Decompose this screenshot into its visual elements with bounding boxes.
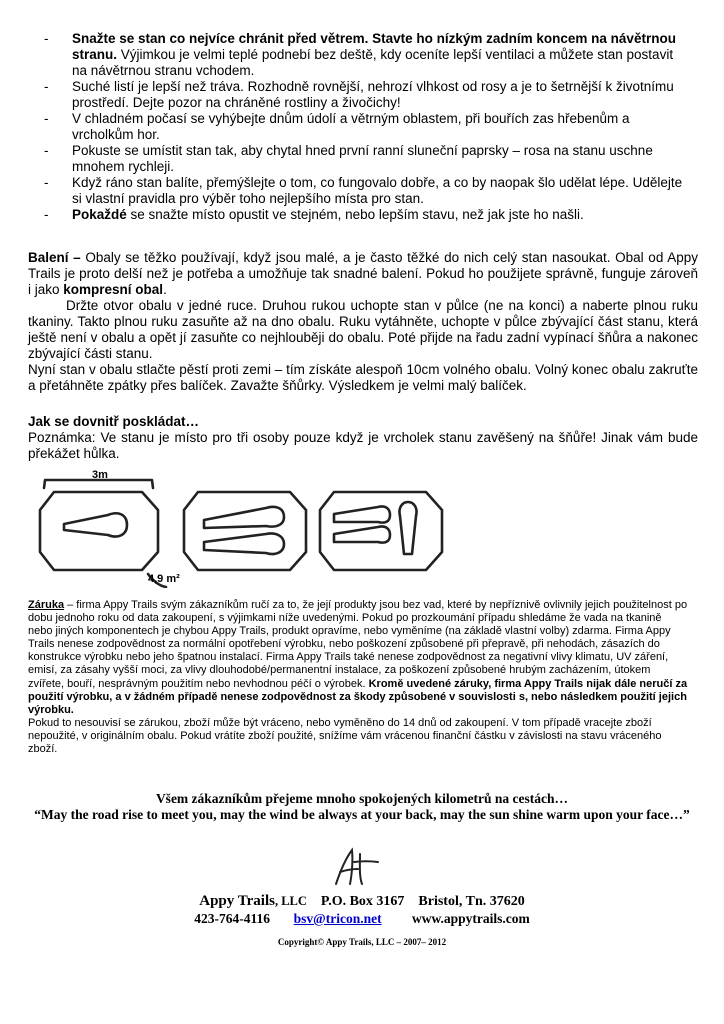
packing-paragraph-2: Držte otvor obalu v jedné ruce. Druhou rukou uchopte stan v půlce (ne na konci) a naberte plnou ruku tkaniny. Takto plnou ruku zasuňte až na dno obalu. Ruku vytáhněte, uchopte v půlce zbývající část stanu, která ještě není v obalu a opět jí zasuňte co nejhlouběji do obalu. Poté přijde na řadu zadní vypínací šňůra a nakonec zbývající části stanu. (28, 298, 698, 361)
returns-paragraph: Pokud to nesouvisí se zárukou, zboží může být vráceno, nebo vyměněno do 14 dnů od zakoupení. V tom případě vracejte zboží nepoužité, v originálním obalu. Pokud vrátíte zboží použité, snížíme vám vrácenou finanční částku v závislosti na stavu vráceného zboží. (28, 716, 662, 756)
width-label: 3m (92, 470, 108, 481)
tips-list (44, 31, 684, 223)
company-name: Appy Trails (199, 893, 275, 909)
tip-text: V chladném počasí se vyhýbejte dnům údolí a větrným oblastem, při bouřích zas hřebenům a vrcholkům hor. (72, 111, 630, 142)
tip-text: Suché listí je lepší než tráva. Rozhodně rovnější, nehrozí vlhkost od rosy a je to šetrnější k životnímu prostředí. Dejte pozor na chráněné rostliny a živočichy! (72, 79, 674, 110)
sleeping-figure-1 (64, 513, 127, 536)
copyright: Copyright© Appy Trails, LLC – 2007– 2012 (277, 937, 447, 947)
packing-heading: Balení – (28, 250, 81, 265)
tip-bold: Snažte se stan co nejvíce chránit před větrem. Stavte ho nízkým zadním koncem na návětrnou stranu. (72, 31, 676, 62)
tip-text: Když ráno stan balíte, přemýšlejte o tom, co fungovalo dobře, a co by naopak šlo udělat lépe. Udělejte si vlastní pravidla pro výběr toho nejlepšího místa pro stan. (72, 175, 683, 206)
packing-section (28, 250, 698, 394)
tip-item: - Pokuste se umístit stan tak, aby chytal hned první ranní sluneční paprsky – rosa na stanu uschne mnohem rychleji. (44, 143, 653, 174)
tent-layout-diagram (34, 470, 444, 588)
inside-heading: Jak se dovnitř poskládat… (28, 414, 200, 429)
packing-paragraph-3: Nyní stan v obalu stlačte pěstí proti zemi – tím získáte alespoň 10cm volného obalu. Volný konec obalu zakruťte a přetáhněte zpátky přes balíček. Zavažte šňůrky. Výsledkem je velmi malý balíček. (28, 362, 698, 393)
sleeping-figure-2b (204, 533, 284, 554)
tip-text: Výjimkou je velmi teplé podnebí bez deště, kdy oceníte lepší ventilaci a můžete stan postavit na návětrnou stranu vchodem. (72, 47, 674, 78)
width-dimension-line (44, 480, 153, 488)
phone-number: 423-764-4116 (194, 911, 271, 926)
irish-blessing-quote: “May the road rise to meet you, may the wind be always at your back, may the sun shine warm upon your face…” (34, 807, 690, 822)
tip-text: Pokuste se umístit stan tak, aby chytal hned první ranní sluneční paprsky – rosa na stanu uschne mnohem rychleji. (72, 143, 653, 174)
tip-item: - Suché listí je lepší než tráva. Rozhodně rovnější, nehrozí vlhkost od rosy a je to šetrnější k životnímu prostředí. Dejte pozor na chráněné rostliny a živočichy! (44, 79, 674, 110)
tip-item: - Když ráno stan balíte, přemýšlejte o tom, co fungovalo dobře, a co by naopak šlo udělat lépe. Udělejte si vlastní pravidla pro výběr toho nejlepšího místa pro stan. (44, 175, 683, 206)
tip-item: - Snažte se stan co nejvíce chránit před větrem. Stavte ho nízkým zadním koncem na návětrnou stranu. Výjimkou je velmi teplé podnebí bez deště, kdy oceníte lepší ventilaci a můžete stan postavit na návětrnou stranu vchodem. (44, 31, 676, 78)
tent-outline-3 (320, 492, 442, 570)
contact-line (0, 911, 724, 927)
packing-paragraph-1: Balení – Obaly se těžko používají, když jsou malé, a je často těžké do nich celý stan nasoukat. Obal od Appy Trails je proto delší než je potřeba a umožňuje tak snadné balení. Pokud ho použijete správně, funguje zároveň i jako kompresní obal. (28, 250, 698, 297)
customer-wish: Všem zákazníkům přejeme mnoho spokojených kilometrů na cestách… (155, 791, 569, 806)
tip-item: - V chladném počasí se vyhýbejte dnům údolí a větrným oblastem, při bouřích zas hřebenům a vrcholkům hor. (44, 111, 630, 142)
po-box: P.O. Box 3167 (320, 894, 405, 909)
sleeping-figure-3c (399, 502, 416, 554)
company-address-line: Appy Trails, LLC P.O. Box 3167 Bristol, Tn. 37620 (199, 893, 525, 909)
warranty-paragraph: Záruka – firma Appy Trails svým zákazníkům ručí za to, že její produkty jsou bez vad, které by nepříznivě ovlivnily jejich použitelnost po dobu jednoho roku od data zakoupení, s výjimkami níže uvedenými. Pokud po prozkoumání případu shledáme že vada na tkanině nebo jiných komponentech je chybou Appy Trails, produkt opravíme, nebo vyměníme (na základě vlastní volby) zdarma. Firma Appy Trails nenese zodpovědnost za normální opotřebení výrobku, nebo poškození způsobené při přepravě, při nehodách, zásazích do konstrukce výrobku nebo jeho špatnou instalací. Firma Appy Trails také nenese zodpovědnost za negativní vlivy klimatu, UV záření, emisí, za zásahy vyšší moci, za vlivy dlouhodobé/permanentní instalace, za poškození způsobené hrubým zacházením, útokem zvířete, bouří, nesprávným použitím nebo nevhodnou péčí o výrobek. Kromě uvedené záruky, firma Appy Trails nijak dále neručí za použití výrobku, a v žádném případě nenese zodpovědnost za škody způsobené v souvislosti s, nebo následkem použití jejich výrobku. (28, 599, 688, 716)
website: www.appytrails.com (411, 911, 530, 926)
warranty-liability-bold: Kromě uvedené záruky, firma Appy Trails nijak dále neručí za použití výrobku, a v žádném případě nenese zodpovědnost za škody způsobené v souvislosti s, nebo následkem použití jejich výrobku. (28, 677, 688, 716)
tip-item: - Pokaždé se snažte místo opustit ve stejném, nebo lepším stavu, než jak jste ho našli. (44, 207, 584, 222)
area-label: 4,9 m² (148, 573, 180, 585)
tip-bold: Pokaždé (72, 207, 127, 222)
email-link[interactable]: bsv@tricon.net (293, 911, 382, 926)
inside-section (28, 414, 698, 462)
compression-bag-term: kompresní obal (63, 282, 164, 297)
tip-text: se snažte místo opustit ve stejném, nebo lepším stavu, než jak jste ho našli. (126, 207, 584, 222)
inside-note: Poznámka: Ve stanu je místo pro tři osoby pouze když je vrcholek stanu zavěšený na šňůře! Jinak vám bude překážet hůlka. (28, 430, 698, 461)
sleeping-figure-3b (334, 526, 390, 542)
city: Bristol, Tn. 37620 (418, 894, 525, 909)
sleeping-figure-2a (204, 507, 284, 528)
tent-outline-2 (184, 492, 306, 570)
warranty-section (28, 599, 688, 756)
sleeping-figure-3a (334, 506, 390, 522)
appy-trails-logo (330, 846, 382, 888)
warranty-heading: Záruka (28, 599, 65, 611)
tent-outline-1 (40, 492, 158, 570)
